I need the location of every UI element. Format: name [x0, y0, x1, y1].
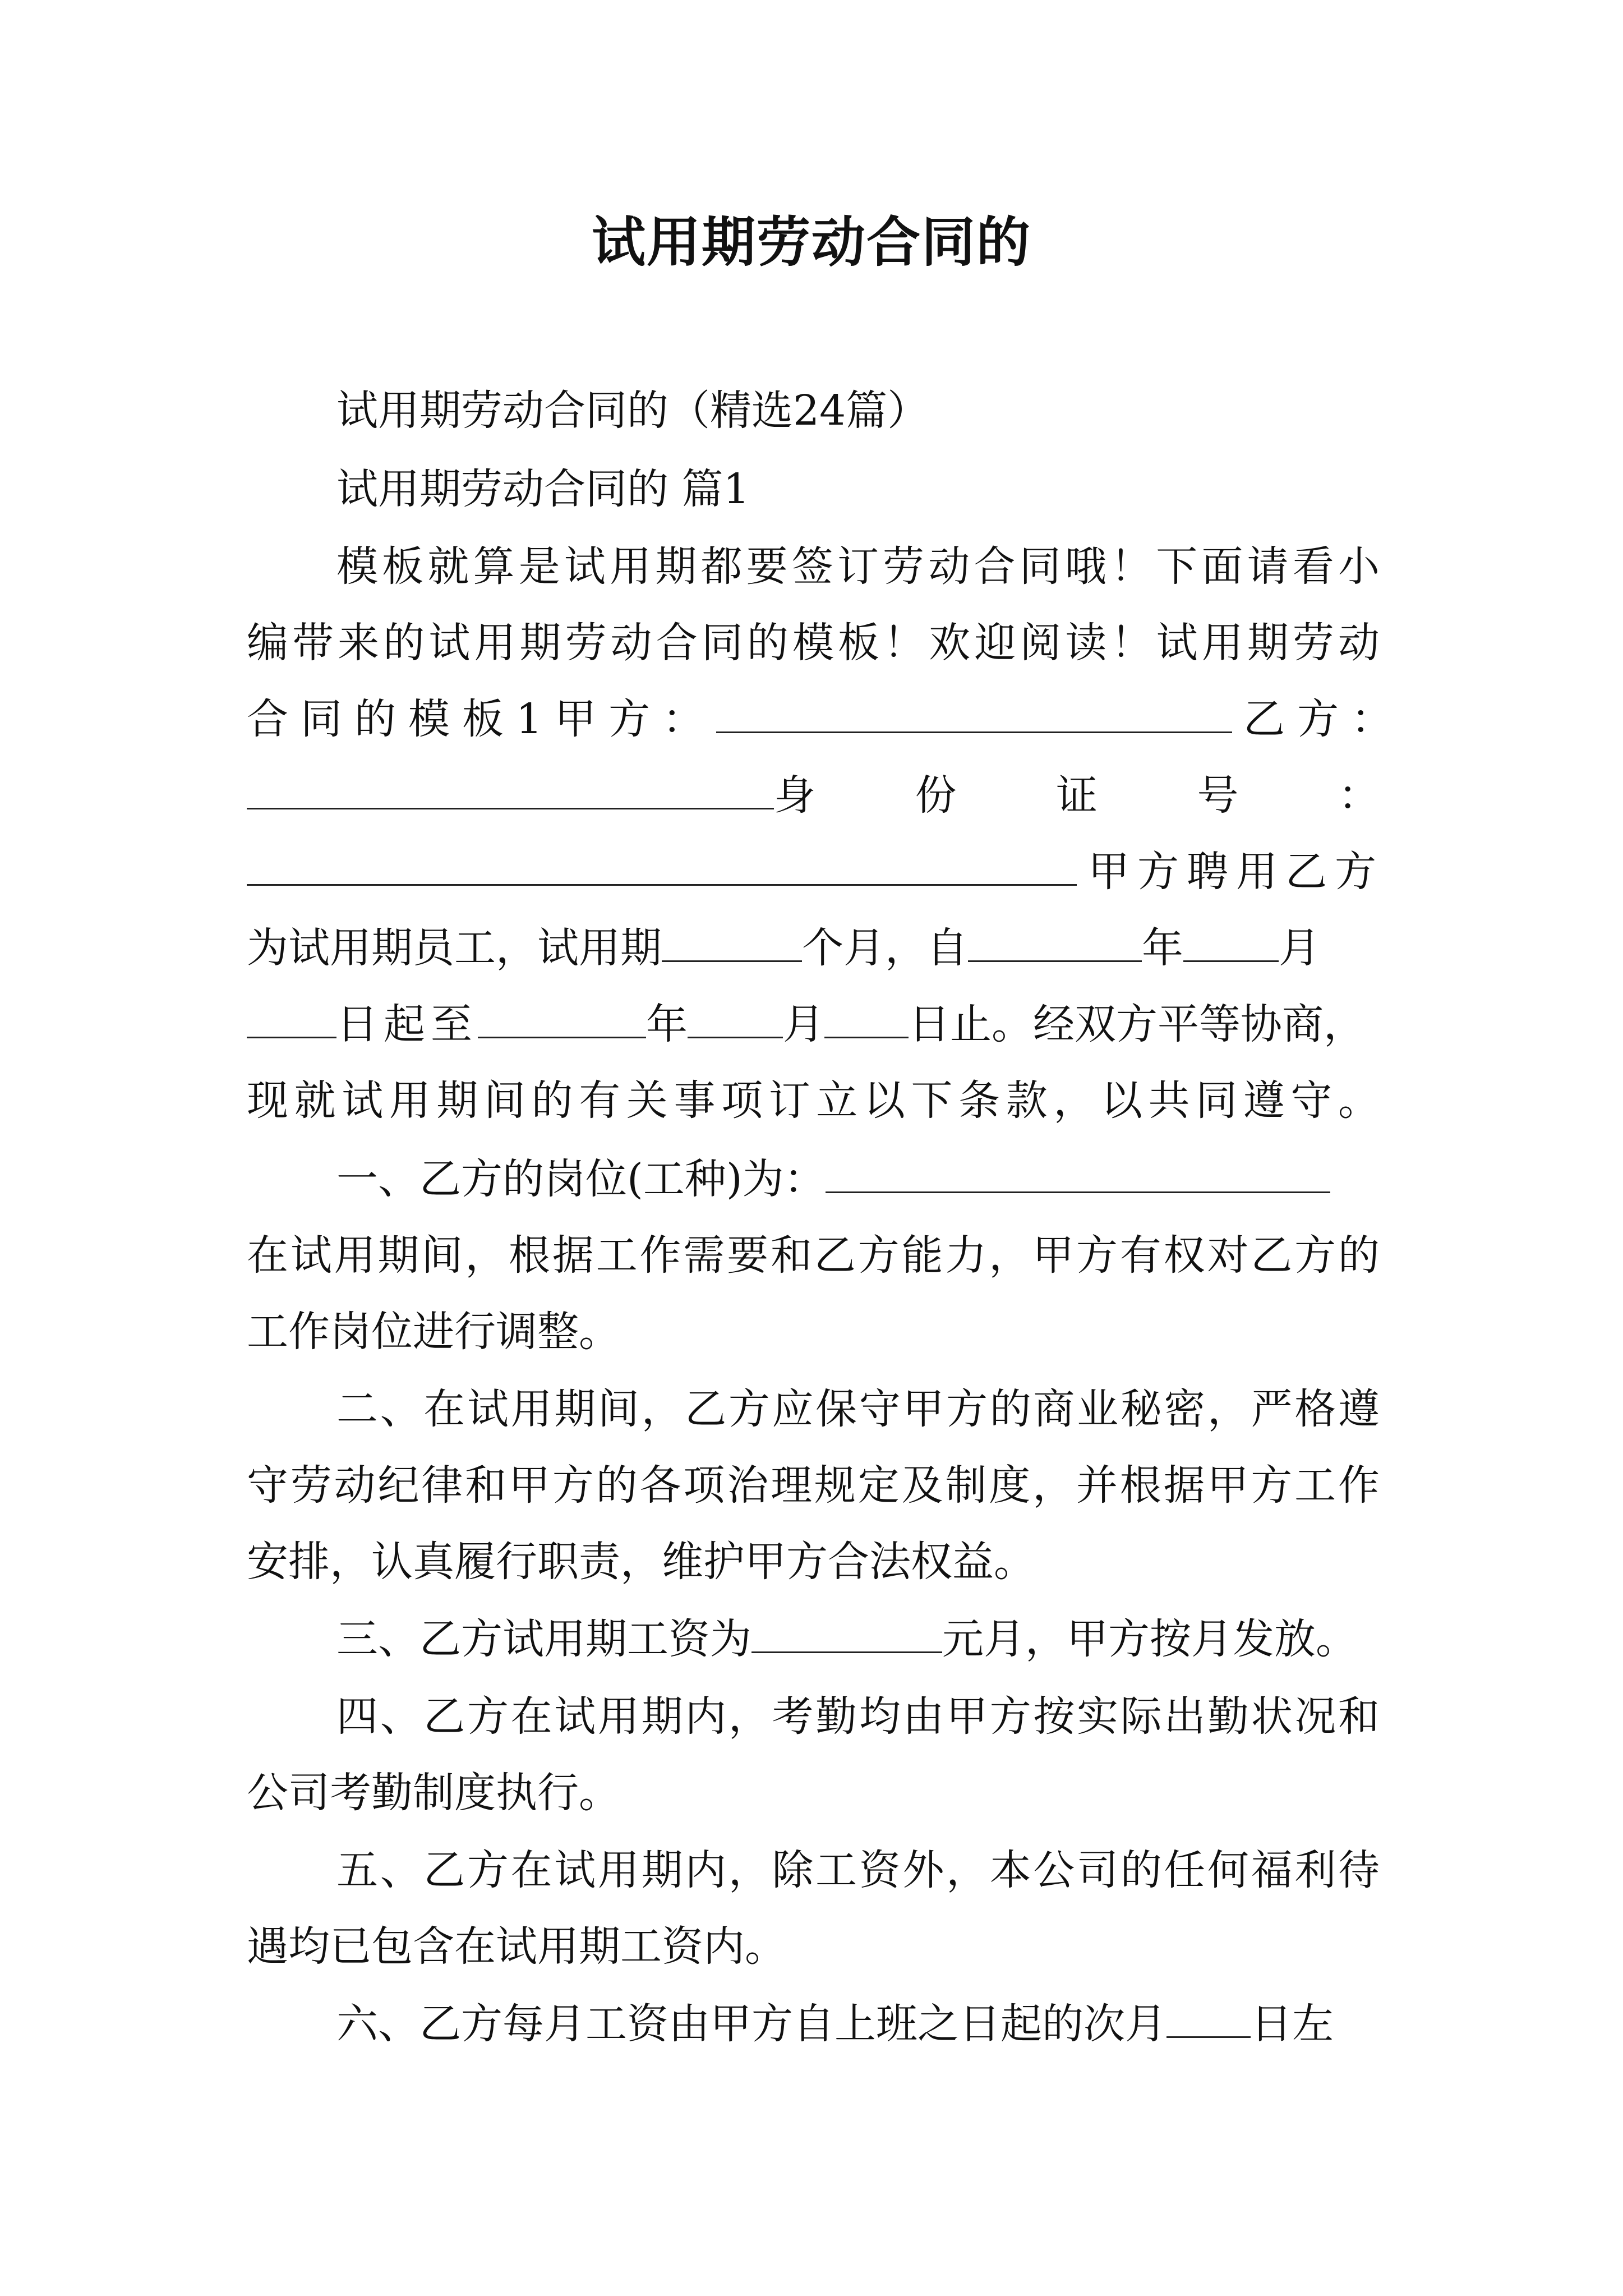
- party-a-blank: [716, 696, 1232, 733]
- clause-1-line-2: 在试用期间，根据工作需要和乙方能力，甲方有权对乙方的: [247, 1231, 1380, 1280]
- party-b-blank: [247, 772, 774, 809]
- party-b-label: 乙方：: [1243, 695, 1405, 743]
- intro-line-7: [247, 996, 1380, 1052]
- clause-1-line-1: [336, 1151, 1380, 1207]
- month-text: 月: [1279, 924, 1320, 972]
- start-year-blank: [968, 924, 1142, 962]
- party-a-label: 合同的模板1甲方：: [247, 695, 717, 743]
- payday-label: 六、乙方每月工资由甲方自上班之日起的次月: [336, 2000, 1166, 2048]
- payday-text: 日左: [1251, 2000, 1334, 2048]
- end-year-blank: [478, 1001, 646, 1038]
- clause-3-line-1: [336, 1611, 1380, 1667]
- months-blank: [662, 924, 802, 962]
- payday-blank: [1166, 2000, 1251, 2038]
- intro-line-3: [247, 691, 1405, 747]
- clause-4-line-1: 四、乙方在试用期内，考勤均由甲方按实际出勤状况和: [336, 1692, 1380, 1741]
- id-number-label: 身 份 证 号 ：: [774, 771, 1380, 820]
- probation-text: 为试用期员工，试用期: [247, 924, 662, 972]
- intro-line-8: 现就试用期间的有关事项订立以下条款，以共同遵守。: [247, 1076, 1380, 1125]
- end-day-blank: [824, 1001, 909, 1038]
- end-month-text: 月: [783, 1000, 824, 1048]
- clause-6-line-1: [336, 1996, 1380, 2052]
- intro-line-5: [247, 844, 1384, 900]
- section-heading: 试用期劳动合同的 篇1: [336, 465, 750, 513]
- document-title: 试用期劳动合同的: [592, 211, 1031, 274]
- hire-text: 甲方聘用乙方: [1088, 848, 1384, 896]
- clause-1-line-3: 工作岗位进行调整。: [247, 1308, 620, 1356]
- salary-blank: [751, 1616, 942, 1653]
- start-month-blank: [1183, 924, 1279, 962]
- from-to-text: 日起至: [336, 1000, 478, 1048]
- salary-text: 元月，甲方按月发放。: [942, 1615, 1357, 1663]
- clause-5-line-2: 遇均已包含在试用期工资内。: [247, 1922, 786, 1971]
- clause-5-line-1: 五、乙方在试用期内，除工资外，本公司的任何福利待: [336, 1846, 1380, 1894]
- months-text: 个月，自: [802, 924, 968, 972]
- intro-line-6: [247, 920, 1380, 976]
- end-year-text: 年: [646, 1000, 688, 1048]
- year-text: 年: [1142, 924, 1183, 972]
- id-number-blank: [247, 848, 1077, 886]
- intro-line-4: [247, 767, 1380, 823]
- clause-2-line-2: 守劳动纪律和甲方的各项治理规定及制度，并根据甲方工作: [247, 1461, 1380, 1510]
- end-month-blank: [688, 1001, 783, 1038]
- clause-4-line-2: 公司考勤制度执行。: [247, 1769, 620, 1817]
- position-label: 一、乙方的岗位(工种)为：: [336, 1155, 826, 1203]
- clause-2-line-3: 安排，认真履行职责，维护甲方合法权益。: [247, 1538, 1035, 1586]
- start-day-blank: [247, 1001, 336, 1038]
- clause-2-line-1: 二、在试用期间，乙方应保守甲方的商业秘密，严格遵: [336, 1385, 1380, 1433]
- intro-line-2: 编带来的试用期劳动合同的模板！欢迎阅读！试用期劳动: [247, 619, 1380, 667]
- intro-line-1: 模板就算是试用期都要签订劳动合同哦！下面请看小: [336, 542, 1380, 591]
- salary-label: 三、乙方试用期工资为: [336, 1615, 751, 1663]
- subtitle: 试用期劳动合同的（精选24篇）: [336, 386, 929, 435]
- end-text: 日止。经双方平等协商，: [909, 1000, 1365, 1048]
- position-blank: [826, 1156, 1330, 1193]
